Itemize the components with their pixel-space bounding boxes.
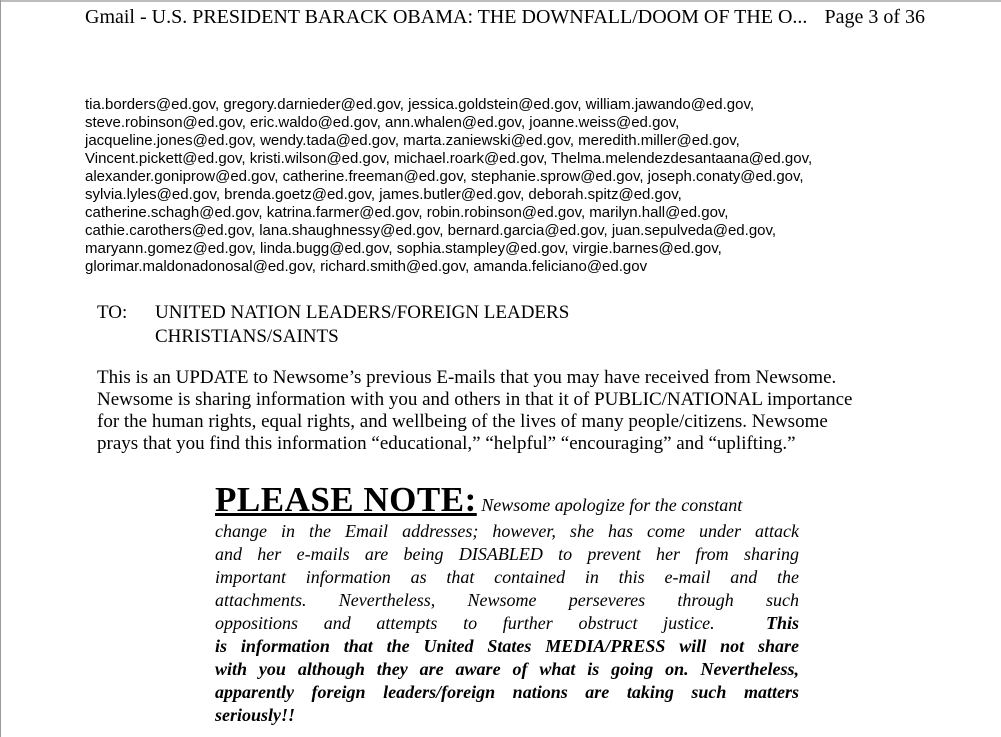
to-line-1: UNITED NATION LEADERS/FOREIGN LEADERS [155,302,570,323]
note-heading: PLEASE NOTE: [215,480,477,519]
page-top-border [1,0,1001,2]
page-header-title: Gmail - U.S. PRESIDENT BARACK OBAMA: THE DOWNFALL/DOOM OF THE O... [85,6,808,28]
email-line: jacqueline.jones@ed.gov, wendy.tada@ed.gov, marta.zaniewski@ed.gov, meredith.miller@ed.gov, [85,132,740,149]
note-first-line [215,480,799,520]
email-line: steve.robinson@ed.gov, eric.waldo@ed.gov, ann.whalen@ed.gov, joanne.weiss@ed.gov, [85,114,680,131]
note-line: attachments. Nevertheless, Newsome perseveres through such [215,590,799,610]
please-note-block [215,480,799,727]
note-bold-line: apparently foreign leaders/foreign nations are taking such matters [215,682,799,702]
note-first-line-text: Newsome apologize for the constant [476,495,743,515]
to-label: TO: [97,302,128,323]
email-line: maryann.gomez@ed.gov, linda.bugg@ed.gov, sophia.stampley@ed.gov, virgie.barnes@ed.gov, [85,240,722,257]
note-line: and her e-mails are being DISABLED to prevent her from sharing [215,544,799,564]
update-line: prays that you find this information “educational,” “helpful” “encouraging” and “uplifting.” [97,433,796,454]
to-recipients [155,301,569,349]
email-line: catherine.schagh@ed.gov, katrina.farmer@ed.gov, robin.robinson@ed.gov, marilyn.hall@ed.gov, [85,204,729,221]
email-line: alexander.goniprow@ed.gov, catherine.freeman@ed.gov, stephanie.sprow@ed.gov, joseph.conaty@ed.gov, [85,168,804,185]
note-line-mixed [215,612,799,635]
note-bold-inline: This [766,613,800,633]
email-line: sylvia.lyles@ed.gov, brenda.goetz@ed.gov, james.butler@ed.gov, deborah.spitz@ed.gov, [85,186,682,203]
email-line: tia.borders@ed.gov, gregory.darnieder@ed.gov, jessica.goldstein@ed.gov, william.jawando@ed.gov, [85,96,755,113]
note-line: change in the Email addresses; however, she has come under attack [215,521,799,541]
note-line: oppositions and attempts to further obstruct justice. [215,613,715,633]
email-line: Vincent.pickett@ed.gov, kristi.wilson@ed.gov, michael.roark@ed.gov, Thelma.melendezdesantaana@ed.gov, [85,150,813,167]
to-line-2: CHRISTIANS/SAINTS [155,326,339,347]
note-bold-line: with you although they are aware of what is going on. Nevertheless, [215,659,799,679]
note-line: important information as that contained in this e-mail and the [215,567,799,587]
update-line: for the human rights, equal rights, and wellbeing of the lives of many people/citizens. Newsome [97,411,828,432]
update-line: This is an UPDATE to Newsome’s previous E-mails that you may have received from Newsome. [97,367,837,388]
update-paragraph [97,367,919,455]
note-bold-line: is information that the United States MEDIA/PRESS will not share [215,636,799,656]
email-line: cathie.carothers@ed.gov, lana.shaughnessy@ed.gov, bernard.garcia@ed.gov, juan.sepulveda@ed.gov, [85,222,777,239]
email-line: glorimar.maldonadonosal@ed.gov, richard.smith@ed.gov, amanda.feliciano@ed.gov [85,258,648,275]
update-line: Newsome is sharing information with you and others in that it of PUBLIC/NATIONAL importance [97,389,853,410]
page-number: Page 3 of 36 [824,6,925,28]
email-recipient-list [85,96,945,276]
note-bold-line: seriously!! [215,705,296,725]
